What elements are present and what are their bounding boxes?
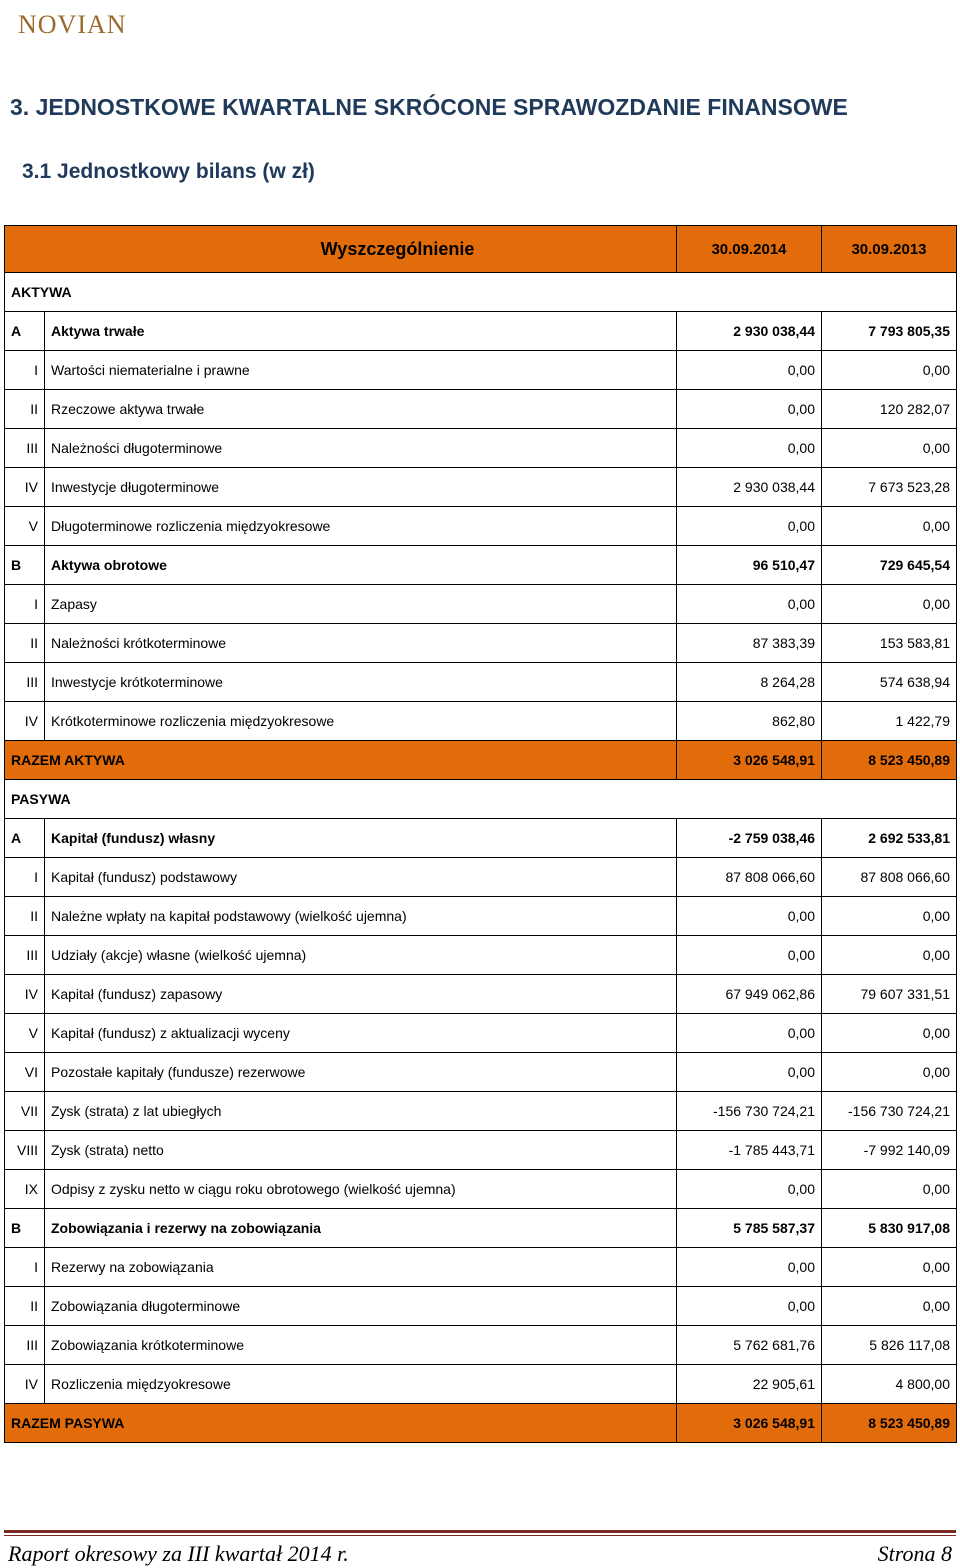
table-row	[5, 312, 957, 351]
row-value-2014: 0,00	[677, 1170, 822, 1209]
table-row	[5, 1014, 957, 1053]
row-code: VII	[5, 1092, 45, 1131]
row-code: I	[5, 1248, 45, 1287]
row-code: III	[5, 429, 45, 468]
table-row	[5, 702, 957, 741]
row-value-2014: 0,00	[677, 1248, 822, 1287]
row-value-2014: 5 785 587,37	[677, 1209, 822, 1248]
row-code: VIII	[5, 1131, 45, 1170]
table-row	[5, 897, 957, 936]
row-value-2014: 0,00	[677, 1014, 822, 1053]
section-heading: 3. JEDNOSTKOWE KWARTALNE SKRÓCONE SPRAWOZDANIE FINANSOWE	[10, 94, 848, 120]
total-pasywa-row-value-2013: 8 523 450,89	[822, 1404, 957, 1443]
row-code: III	[5, 936, 45, 975]
row-value-2014: 22 905,61	[677, 1365, 822, 1404]
row-value-2013: 0,00	[822, 1170, 957, 1209]
row-label: Kapitał (fundusz) zapasowy	[45, 975, 677, 1014]
table-header-row	[5, 226, 957, 273]
row-label: Zobowiązania i rezerwy na zobowiązania	[45, 1209, 677, 1248]
row-code: II	[5, 897, 45, 936]
row-label: Długoterminowe rozliczenia międzyokresowe	[45, 507, 677, 546]
row-code: IX	[5, 1170, 45, 1209]
total-aktywa-row-value-2013: 8 523 450,89	[822, 741, 957, 780]
row-label: Odpisy z zysku netto w ciągu roku obrotowego (wielkość ujemna)	[45, 1170, 677, 1209]
row-value-2014: 0,00	[677, 897, 822, 936]
row-label: Należności długoterminowe	[45, 429, 677, 468]
table-row	[5, 663, 957, 702]
row-label: Kapitał (fundusz) podstawowy	[45, 858, 677, 897]
table-row	[5, 429, 957, 468]
table-row	[5, 819, 957, 858]
row-value-2014: 2 930 038,44	[677, 312, 822, 351]
balance-sheet-table	[4, 225, 957, 1443]
row-value-2014: 5 762 681,76	[677, 1326, 822, 1365]
row-code: VI	[5, 1053, 45, 1092]
row-value-2014: -156 730 724,21	[677, 1092, 822, 1131]
table-row	[5, 1131, 957, 1170]
row-code: I	[5, 585, 45, 624]
row-value-2013: 0,00	[822, 1014, 957, 1053]
table-row	[5, 975, 957, 1014]
row-value-2013: 79 607 331,51	[822, 975, 957, 1014]
row-value-2013: 120 282,07	[822, 390, 957, 429]
row-label: Rzeczowe aktywa trwałe	[45, 390, 677, 429]
row-value-2014: 0,00	[677, 585, 822, 624]
table-row	[5, 858, 957, 897]
subsection-heading: 3.1 Jednostkowy bilans (w zł)	[22, 160, 315, 183]
header-label: Wyszczególnienie	[5, 226, 677, 273]
row-label: Inwestycje krótkoterminowe	[45, 663, 677, 702]
footer-rule-thin	[4, 1535, 956, 1536]
row-code: II	[5, 390, 45, 429]
table-row	[5, 936, 957, 975]
row-code: IV	[5, 702, 45, 741]
row-label: Rezerwy na zobowiązania	[45, 1248, 677, 1287]
row-value-2013: -7 992 140,09	[822, 1131, 957, 1170]
table-row	[5, 1209, 957, 1248]
row-code: IV	[5, 468, 45, 507]
row-label: Inwestycje długoterminowe	[45, 468, 677, 507]
footer-report-title: Raport okresowy za III kwartał 2014 r.	[8, 1541, 349, 1566]
table-row	[5, 1326, 957, 1365]
table-row	[5, 1170, 957, 1209]
row-value-2013: 0,00	[822, 1248, 957, 1287]
footer-rule	[4, 1530, 956, 1533]
row-value-2013: 574 638,94	[822, 663, 957, 702]
table-row	[5, 1365, 957, 1404]
row-code: A	[5, 819, 45, 858]
row-value-2013: 0,00	[822, 351, 957, 390]
row-value-2013: 153 583,81	[822, 624, 957, 663]
total-aktywa-row	[5, 741, 957, 780]
row-label: Krótkoterminowe rozliczenia międzyokresowe	[45, 702, 677, 741]
row-code: III	[5, 663, 45, 702]
row-value-2013: 5 830 917,08	[822, 1209, 957, 1248]
row-value-2013: 7 673 523,28	[822, 468, 957, 507]
row-value-2013: 1 422,79	[822, 702, 957, 741]
aktywa-section	[5, 273, 957, 312]
row-value-2013: 729 645,54	[822, 546, 957, 585]
row-code: I	[5, 351, 45, 390]
total-aktywa-row-label: RAZEM AKTYWA	[5, 741, 677, 780]
row-value-2013: 2 692 533,81	[822, 819, 957, 858]
row-label: Rozliczenia międzyokresowe	[45, 1365, 677, 1404]
row-value-2014: -2 759 038,46	[677, 819, 822, 858]
table-row	[5, 585, 957, 624]
row-label: Zobowiązania długoterminowe	[45, 1287, 677, 1326]
row-label: Wartości niematerialne i prawne	[45, 351, 677, 390]
row-value-2013: -156 730 724,21	[822, 1092, 957, 1131]
row-code: B	[5, 546, 45, 585]
total-pasywa-row	[5, 1404, 957, 1443]
row-label: Udziały (akcje) własne (wielkość ujemna)	[45, 936, 677, 975]
pasywa-section-label: PASYWA	[5, 780, 957, 819]
row-label: Zysk (strata) netto	[45, 1131, 677, 1170]
aktywa-section-label: AKTYWA	[5, 273, 957, 312]
table-row	[5, 1053, 957, 1092]
row-label: Aktywa trwałe	[45, 312, 677, 351]
total-aktywa-row-value-2014: 3 026 548,91	[677, 741, 822, 780]
row-value-2014: 87 808 066,60	[677, 858, 822, 897]
row-code: I	[5, 858, 45, 897]
row-code: B	[5, 1209, 45, 1248]
pasywa-section	[5, 780, 957, 819]
row-code: II	[5, 624, 45, 663]
table-row	[5, 546, 957, 585]
row-value-2014: 0,00	[677, 429, 822, 468]
row-code: II	[5, 1287, 45, 1326]
total-pasywa-row-label: RAZEM PASYWA	[5, 1404, 677, 1443]
row-label: Należne wpłaty na kapitał podstawowy (wielkość ujemna)	[45, 897, 677, 936]
table-row	[5, 1092, 957, 1131]
row-code: III	[5, 1326, 45, 1365]
row-label: Zapasy	[45, 585, 677, 624]
row-value-2014: 67 949 062,86	[677, 975, 822, 1014]
row-value-2013: 0,00	[822, 507, 957, 546]
row-label: Pozostałe kapitały (fundusze) rezerwowe	[45, 1053, 677, 1092]
row-value-2014: 0,00	[677, 507, 822, 546]
total-pasywa-row-value-2014: 3 026 548,91	[677, 1404, 822, 1443]
row-label: Kapitał (fundusz) własny	[45, 819, 677, 858]
table-row	[5, 351, 957, 390]
row-value-2013: 0,00	[822, 897, 957, 936]
row-value-2014: 0,00	[677, 1287, 822, 1326]
table-row	[5, 507, 957, 546]
company-logo: NOVIAN	[18, 10, 127, 39]
header-col-2014: 30.09.2014	[677, 226, 822, 273]
row-code: A	[5, 312, 45, 351]
footer-page-number: Strona 8	[877, 1541, 952, 1566]
row-value-2013: 0,00	[822, 429, 957, 468]
row-label: Aktywa obrotowe	[45, 546, 677, 585]
row-code: V	[5, 507, 45, 546]
table-row	[5, 624, 957, 663]
row-value-2013: 0,00	[822, 1053, 957, 1092]
row-value-2013: 7 793 805,35	[822, 312, 957, 351]
row-value-2014: 862,80	[677, 702, 822, 741]
row-value-2013: 0,00	[822, 1287, 957, 1326]
row-value-2013: 4 800,00	[822, 1365, 957, 1404]
table-row	[5, 390, 957, 429]
row-value-2014: 0,00	[677, 936, 822, 975]
row-value-2014: 0,00	[677, 351, 822, 390]
row-value-2013: 87 808 066,60	[822, 858, 957, 897]
row-value-2014: -1 785 443,71	[677, 1131, 822, 1170]
row-value-2013: 5 826 117,08	[822, 1326, 957, 1365]
row-label: Zobowiązania krótkoterminowe	[45, 1326, 677, 1365]
row-value-2014: 0,00	[677, 1053, 822, 1092]
table-row	[5, 1248, 957, 1287]
row-label: Należności krótkoterminowe	[45, 624, 677, 663]
row-code: IV	[5, 1365, 45, 1404]
row-value-2014: 0,00	[677, 390, 822, 429]
row-value-2014: 2 930 038,44	[677, 468, 822, 507]
row-value-2014: 96 510,47	[677, 546, 822, 585]
row-value-2014: 8 264,28	[677, 663, 822, 702]
row-value-2014: 87 383,39	[677, 624, 822, 663]
row-label: Zysk (strata) z lat ubiegłych	[45, 1092, 677, 1131]
row-code: V	[5, 1014, 45, 1053]
row-label: Kapitał (fundusz) z aktualizacji wyceny	[45, 1014, 677, 1053]
table-row	[5, 1287, 957, 1326]
row-value-2013: 0,00	[822, 585, 957, 624]
row-code: IV	[5, 975, 45, 1014]
header-col-2013: 30.09.2013	[822, 226, 957, 273]
table-row	[5, 468, 957, 507]
row-value-2013: 0,00	[822, 936, 957, 975]
